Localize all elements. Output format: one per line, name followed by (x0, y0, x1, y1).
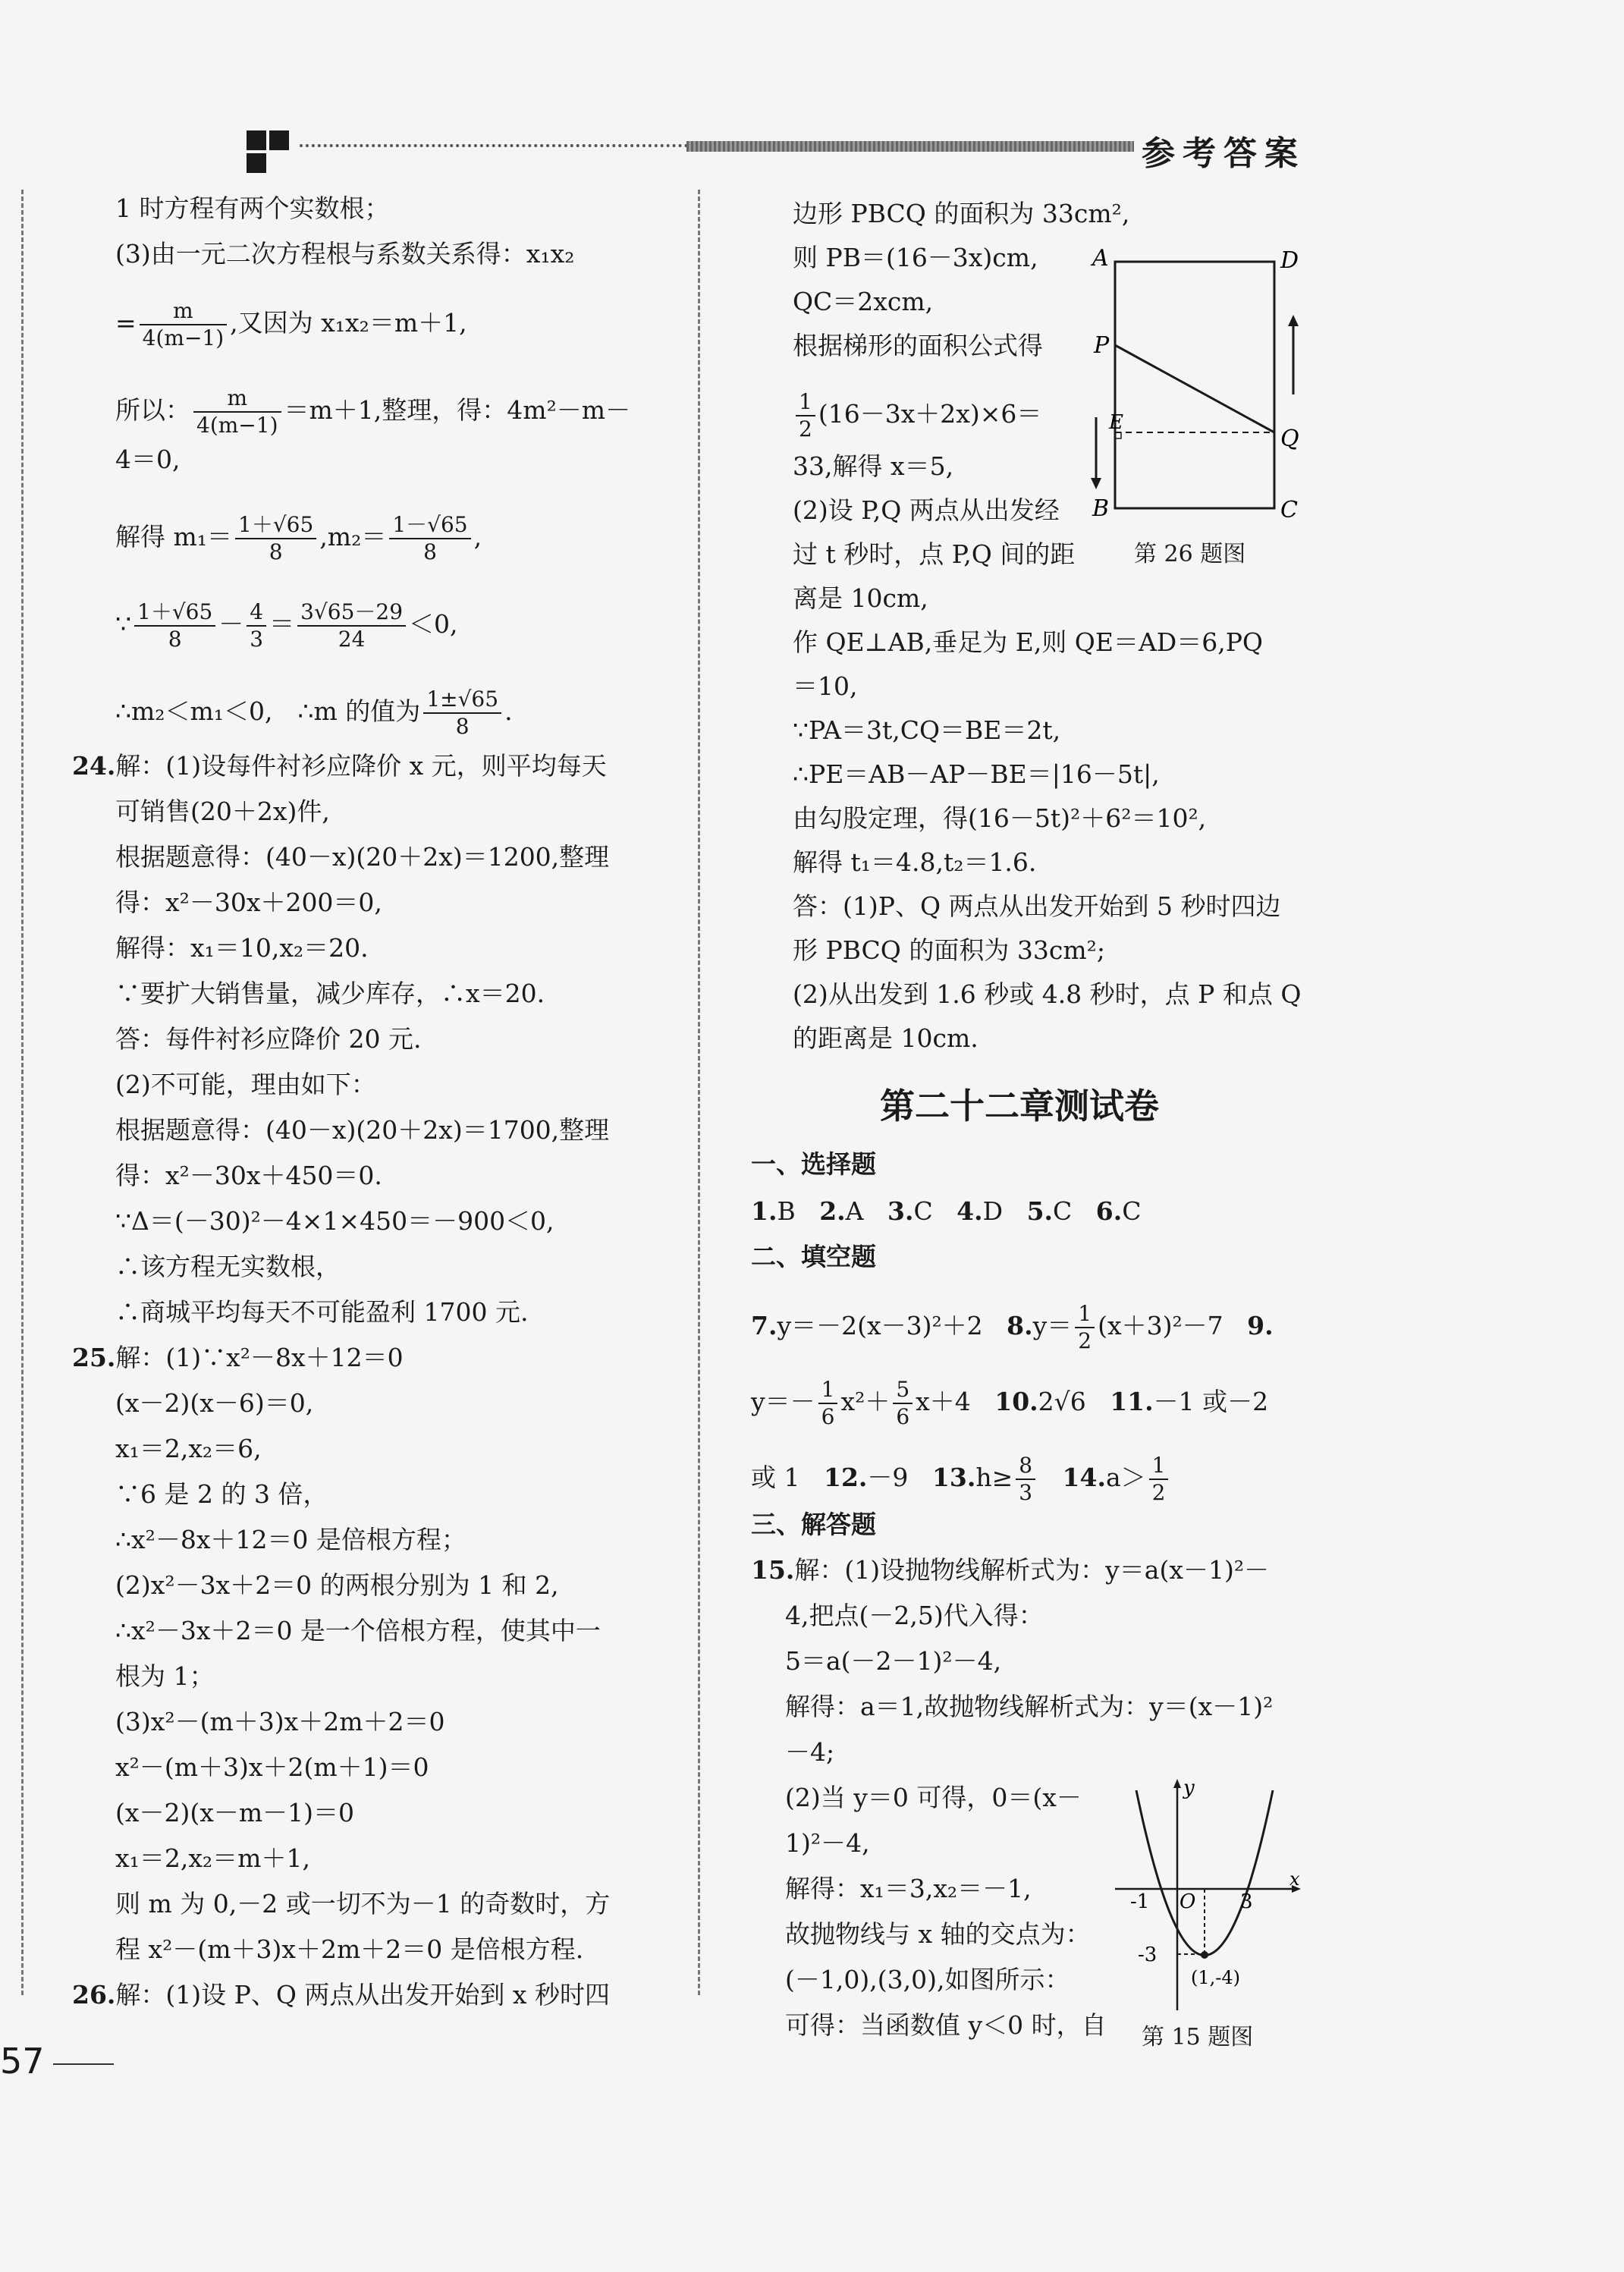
text-line: (2)x²－3x＋2＝0 的两根分别为 1 和 2, (115, 1570, 559, 1600)
label-P: P (1094, 332, 1110, 359)
text-line: 则 m 为 0,－2 或一切不为－1 的奇数时，方 (115, 1889, 611, 1918)
text-line: 则 PB＝(16－3x)cm, (793, 243, 1038, 272)
fill-answers-line: y＝－ $\frac{1}{6}$ x²＋ $\frac{5}{6}$ x＋4 10.2√6 11.－1 或－2 (751, 1377, 1269, 1429)
text-line: 可得：当函数值 y＜0 时，自 (785, 2010, 1107, 2040)
text-line: 得：x²－30x＋450＝0. (115, 1161, 382, 1190)
header-dotted-rule (300, 144, 694, 147)
label-neg3: -3 (1138, 1944, 1158, 1966)
label-vertex: (1,-4) (1191, 1967, 1241, 1988)
choice-answer: 4.D (956, 1196, 1004, 1226)
text-line: 由勾股定理，得(16－5t)²＋6²＝10², (793, 803, 1207, 833)
text-line: ∴该方程无实数根， (115, 1252, 341, 1281)
text-line: (2)设 P,Q 两点从出发经 (793, 495, 1060, 525)
label-D: D (1280, 247, 1299, 274)
question-15-line: 15.解：(1)设抛物线解析式为：y＝a(x－1)²－ (751, 1555, 1270, 1585)
text-line: (2)当 y＝0 可得，0＝(x－ (785, 1783, 1082, 1812)
text-line: 作 QE⊥AB,垂足为 E,则 QE＝AD＝6,PQ (793, 627, 1263, 657)
label-A: A (1092, 245, 1109, 272)
text-line: 程 x²－(m＋3)x＋2m＋2＝0 是倍根方程. (115, 1934, 584, 1964)
figure-15-parabola (1107, 1775, 1305, 2018)
text-line: 根据题意得：(40－x)(20＋2x)＝1700,整理 (115, 1115, 610, 1145)
text-line: 过 t 秒时，点 P,Q 间的距 (793, 539, 1076, 569)
text-line: 解得 t₁＝4.8,t₂＝1.6. (793, 847, 1037, 877)
text-line: 根据题意得：(40－x)(20＋2x)＝1200,整理 (115, 842, 610, 872)
text-line: ∵6 是 2 的 3 倍， (115, 1479, 328, 1509)
text-line: ＝10, (793, 671, 858, 701)
left-margin-line (21, 190, 24, 1995)
label-O: O (1180, 1890, 1196, 1913)
text-line: 形 PBCQ 的面积为 33cm²; (793, 935, 1105, 965)
text-line: 1)²－4, (785, 1828, 870, 1858)
text-line: 33,解得 x＝5, (793, 451, 954, 481)
text-line: 4,把点(－2,5)代入得： (785, 1601, 1044, 1630)
text-line: 答：(1)P、Q 两点从出发开始到 5 秒时四边 (793, 891, 1281, 921)
text-line: (3)x²－(m＋3)x＋2m＋2＝0 (115, 1707, 445, 1736)
text-line: (3)由一元二次方程根与系数关系得：x₁x₂ (115, 239, 575, 269)
header-title: 参考答案 (1142, 134, 1305, 173)
label-x: x (1289, 1868, 1300, 1890)
text-line: 得：x²－30x＋200＝0, (115, 888, 382, 917)
text-line: 4＝0, (115, 445, 181, 474)
figure-15-caption: 第 15 题图 (1142, 2024, 1254, 2050)
label-E: E (1109, 411, 1123, 434)
text-line: ∴x²－3x＋2＝0 是一个倍根方程，使其中一 (115, 1616, 601, 1645)
text-line: 的距离是 10cm. (793, 1023, 978, 1053)
label-y: y (1183, 1777, 1195, 1799)
text-line: 所以： $\frac{m}{4(m-1)}$ ＝m＋1,整理，得：4m²－m－ (115, 385, 631, 438)
choice-answer: 3.C (887, 1196, 933, 1226)
text-line: ∵PA＝3t,CQ＝BE＝2t, (793, 715, 1061, 745)
text-line: 5＝a(－2－1)²－4, (785, 1646, 1002, 1676)
text-line: 离是 10cm, (793, 583, 928, 613)
text-line: 根据梯形的面积公式得 (793, 331, 1043, 360)
text-line: 解得 m₁＝ $\frac{1+√65}{8}$ ,m₂＝ $\frac{1-√65}{8}$ , (115, 512, 482, 564)
text-line: $\frac{1}{2}$ (16－3x＋2x)×6＝ (793, 389, 1041, 442)
text-line: ∵Δ＝(－30)²－4×1×450＝－900＜0, (115, 1206, 554, 1236)
text-line: ∵要扩大销售量，减少库存，∴x＝20. (115, 979, 545, 1008)
text-line: 故抛物线与 x 轴的交点为： (785, 1919, 1091, 1949)
page-number-rule (53, 2063, 114, 2065)
text-line: ∴m₂＜m₁＜0, ∴m 的值为 $\frac{1\pm√65}{8}$ . (115, 687, 513, 739)
fill-answers-line: 或 1 12.－9 13.h≥ $\frac{8}{3}$ 14.a＞ $\frac{1}{2}$ (751, 1453, 1171, 1506)
label-B: B (1092, 495, 1110, 522)
text-line: (－1,0),(3,0),如图所示： (785, 1965, 1070, 1994)
question-26-line: 26.解：(1)设 P、Q 两点从出发开始到 x 秒时四 (72, 1980, 610, 2010)
text-line: (2)不可能，理由如下： (115, 1070, 376, 1099)
text-line: 解得：x₁＝3,x₂＝－1, (785, 1874, 1032, 1903)
label-neg1: -1 (1130, 1890, 1150, 1913)
section-title: 第二十二章测试卷 (880, 1086, 1159, 1127)
subsection-heading: 一、选择题 (751, 1149, 876, 1179)
choice-answers (751, 1196, 1141, 1227)
text-line: 边形 PBCQ 的面积为 33cm², (793, 199, 1130, 228)
label-Q: Q (1280, 426, 1299, 452)
subsection-heading: 二、填空题 (751, 1242, 876, 1271)
question-24-line: 24.解：(1)设每件衬衫应降价 x 元，则平均每天 (72, 751, 607, 781)
page-number: 57 (0, 2041, 45, 2082)
text-line: 1 时方程有两个实数根； (115, 193, 390, 223)
fill-answers-line: 7.y＝－2(x－3)²＋2 8.y＝ $\frac{1}{2}$ (x＋3)²－7 9. (751, 1301, 1274, 1353)
text-line: ∴PE＝AB－AP－BE＝|16－5t|, (793, 759, 1160, 789)
text-line: ∴商城平均每天不可能盈利 1700 元. (115, 1297, 529, 1327)
text-line: ∵ $\frac{1+√65}{8}$ － $\frac{4}{3}$ ＝ $\frac{3√65-29}{24}$ ＜0, (115, 599, 458, 652)
text-line: 可销售(20＋2x)件, (115, 797, 330, 826)
text-line: (2)从出发到 1.6 秒或 4.8 秒时，点 P 和点 Q (793, 979, 1302, 1009)
text-line: = $\frac{m}{4(m-1)}$ ,又因为 x₁x₂＝m＋1, (115, 298, 467, 350)
text-line: x₁＝2,x₂＝6, (115, 1434, 262, 1463)
text-line: ∴x²－8x＋12＝0 是倍根方程； (115, 1525, 466, 1554)
figure-26-diagram (1085, 243, 1312, 531)
text-line: 答：每件衬衫应降价 20 元. (115, 1024, 422, 1054)
choice-answer: 5.C (1026, 1196, 1073, 1226)
text-line: 解得：x₁＝10,x₂＝20. (115, 933, 369, 963)
text-line: x₁＝2,x₂＝m＋1, (115, 1843, 310, 1873)
subsection-heading: 三、解答题 (751, 1510, 876, 1539)
question-25-line: 25.解：(1)∵x²－8x＋12＝0 (72, 1343, 404, 1372)
text-line: QC＝2xcm, (793, 287, 934, 316)
figure-26-caption: 第 26 题图 (1134, 541, 1246, 567)
text-line: (x－2)(x－6)＝0, (115, 1388, 314, 1418)
text-line: －4; (785, 1737, 835, 1767)
text-line: (x－2)(x－m－1)＝0 (115, 1798, 354, 1827)
header-squares-icon (247, 130, 294, 178)
text-line: 根为 1； (115, 1661, 215, 1691)
choice-answer: 2.A (819, 1196, 864, 1226)
column-divider (698, 190, 700, 1995)
choice-answer: 1.B (751, 1196, 796, 1226)
label-3: 3 (1240, 1890, 1253, 1913)
choice-answer: 6.C (1095, 1196, 1142, 1226)
text-line: x²－(m＋3)x＋2(m＋1)＝0 (115, 1752, 429, 1782)
label-C: C (1280, 497, 1298, 523)
header-bar (686, 141, 1134, 152)
text-line: 解得：a＝1,故抛物线解析式为：y＝(x－1)² (785, 1692, 1274, 1721)
